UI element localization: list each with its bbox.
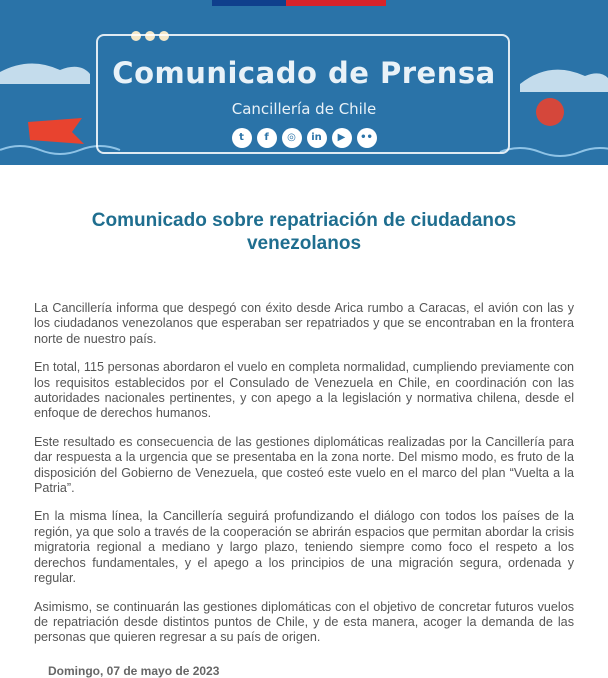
article-paragraph: En total, 115 personas abordaron el vuelo en completa normalidad, cumpliendo previamente con los requisitos establecidos por el Consulado de Venezuela en Chile, en coordinación con las autoridades nacionales pertinentes, y con apego a la legislación y normativa chilena, desde el enfoque de derechos humanos. xyxy=(34,360,574,421)
banner-title: Comunicado de Prensa xyxy=(112,56,496,90)
flag-stripe-blue xyxy=(212,0,286,6)
press-banner xyxy=(0,0,608,165)
article-body xyxy=(34,301,574,646)
article-title: Comunicado sobre repatriación de ciudadanos venezolanos xyxy=(91,210,517,254)
flag-stripe-red xyxy=(286,0,386,6)
facebook-icon[interactable]: f xyxy=(257,128,277,148)
social-links xyxy=(0,128,608,148)
linkedin-icon[interactable]: in xyxy=(307,128,327,148)
article-paragraph: La Cancillería informa que despegó con éxito desde Arica rumbo a Caracas, el avión con las y los ciudadanos venezolanos que esperaban ser repatriados y que se encontraban en la frontera norte de nuestro país. xyxy=(34,301,574,346)
flickr-icon[interactable]: •• xyxy=(357,128,377,148)
instagram-icon[interactable]: ◎ xyxy=(282,128,302,148)
publication-date: Domingo, 07 de mayo de 2023 xyxy=(48,663,220,678)
twitter-icon[interactable]: t xyxy=(232,128,252,148)
article-paragraph: En la misma línea, la Cancillería seguirá profundizando el diálogo con todos los países de la región, ya que solo a través de la cooperación se abrirán espacios que permitan abordar la crisis migratoria regional a mediano y largo plazo, teniendo siempre como foco el respeto a los derechos fundamentales, y el apego a los principios de una migración segura, ordenada y regular. xyxy=(34,509,574,586)
banner-subtitle: Cancillería de Chile xyxy=(231,100,377,118)
youtube-icon[interactable]: ▶ xyxy=(332,128,352,148)
article-paragraph: Este resultado es consecuencia de las gestiones diplomáticas realizadas por la Cancillería para dar respuesta a la urgencia que se presentaba en la zona norte. Del mismo modo, es fruto de la disposición del Gobierno de Venezuela, que costeó este vuelo en el marco del plan “Vuelta a la Patria”. xyxy=(34,434,574,496)
article-paragraph: Asimismo, se continuarán las gestiones diplomáticas con el objetivo de concretar futuros vuelos de repatriación desde distintos puntos de Chile, y de esta manera, acoger la demanda de las personas que quieren regresar a su país de origen. xyxy=(34,599,574,645)
